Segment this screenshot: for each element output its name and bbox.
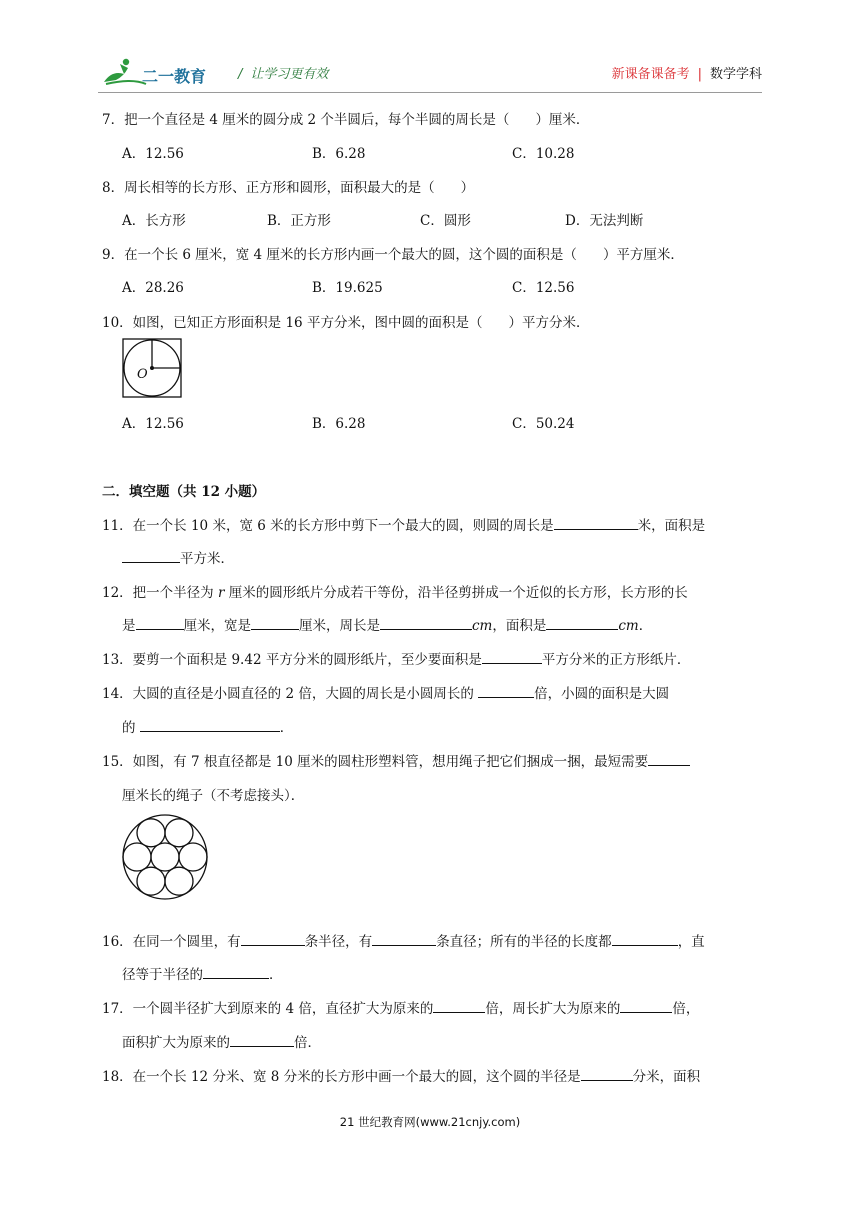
logo-text: 二一教育: [142, 67, 207, 86]
page-footer: 21 世纪教育网(www.21cnjy.com): [339, 1115, 521, 1129]
question-12: 12．把一个半径为 r 厘米的圆形纸片分成若干等份，沿半径剪拼成一个近似的长方形，长方形的长: [102, 585, 688, 601]
q10-option-c: C．50.24: [512, 416, 575, 432]
logo-icon: [102, 56, 222, 90]
page-header: [98, 52, 762, 94]
q10-option-a: A．12.56: [122, 416, 184, 432]
q8-option-b: B．正方形: [267, 213, 331, 229]
center-label: O: [137, 367, 148, 382]
question-17-line-2: 面积扩大为原来的 倍．: [122, 1035, 321, 1051]
question-14: 14．大圆的直径是小圆直径的 2 倍，大圆的周长是小圆周长的 倍，小圆的面积是大圆: [102, 686, 670, 702]
question-15: 15．如图，有 7 根直径都是 10 厘米的圆柱形塑料管，想用绳子把它们捆成一捆，最短需要: [102, 750, 690, 770]
q9-option-a: A．28.26: [122, 280, 184, 296]
question-17: 17．一个圆半径扩大到原来的 4 倍，直径扩大为原来的 倍，周长扩大为原来的 倍，: [102, 1001, 700, 1017]
question-11: 11．在一个长 10 米，宽 6 米的长方形中剪下一个最大的圆，则圆的周长是 米，面积是: [102, 518, 706, 534]
question-11-line-2: 平方米．: [122, 547, 234, 567]
question-7: 7．把一个直径是 4 厘米的圆分成 2 个半圆后，每个半圆的周长是（ ）厘米．: [102, 112, 590, 128]
question-16-line-2: 径等于半径的 ．: [122, 967, 283, 983]
question-18: 18．在一个长 12 分米、宽 8 分米的长方形中画一个最大的圆，这个圆的半径是 分米，面积: [102, 1069, 701, 1085]
question-8: 8．周长相等的长方形、正方形和圆形，面积最大的是（ ）: [102, 180, 475, 196]
question-9: 9．在一个长 6 厘米，宽 4 厘米的长方形内画一个最大的圆，这个圆的面积是（ ）平方厘米．: [102, 247, 684, 263]
header-rule: [98, 92, 762, 93]
section-title: 二．填空题（共 12 小题）: [102, 484, 266, 500]
q8-option-d: D．无法判断: [565, 213, 644, 229]
header-subject: 新课备课备考 | 数学学科: [611, 67, 762, 82]
q7-option-a: A．12.56: [122, 146, 184, 162]
question-12-line-2: 是 厘米，宽是 厘米，周长是 cm，面积是 cm．: [122, 618, 653, 634]
square-circle-figure: [120, 336, 184, 400]
q10-option-b: B．6.28: [312, 416, 366, 432]
q9-option-b: B．19.625: [312, 280, 383, 296]
seven-pipes-figure: [120, 812, 210, 902]
question-13: 13．要剪一个面积是 9.42 平方分米的圆形纸片，至少要面积是 平方分米的正方形纸片．: [102, 652, 691, 668]
question-10: 10．如图，已知正方形面积是 16 平方分米，图中圆的面积是（ ）平方分米．: [102, 315, 590, 331]
slogan: / 让学习更有效: [238, 67, 329, 82]
q8-option-c: C．圆形: [420, 213, 471, 229]
header-red-label: 新课备课备考: [611, 67, 690, 82]
question-14-line-2: 的 ．: [122, 720, 294, 736]
q7-option-c: C．10.28: [512, 146, 575, 162]
q9-option-c: C．12.56: [512, 280, 575, 296]
header-subject-label: 数学学科: [709, 67, 762, 82]
q8-option-a: A．长方形: [122, 213, 186, 229]
question-15-line-2: 厘米长的绳子（不考虑接头）．: [122, 788, 305, 804]
q7-option-b: B．6.28: [312, 146, 366, 162]
question-16: 16．在同一个圆里，有 条半径，有 条直径；所有的半径的长度都 ，直: [102, 934, 705, 950]
